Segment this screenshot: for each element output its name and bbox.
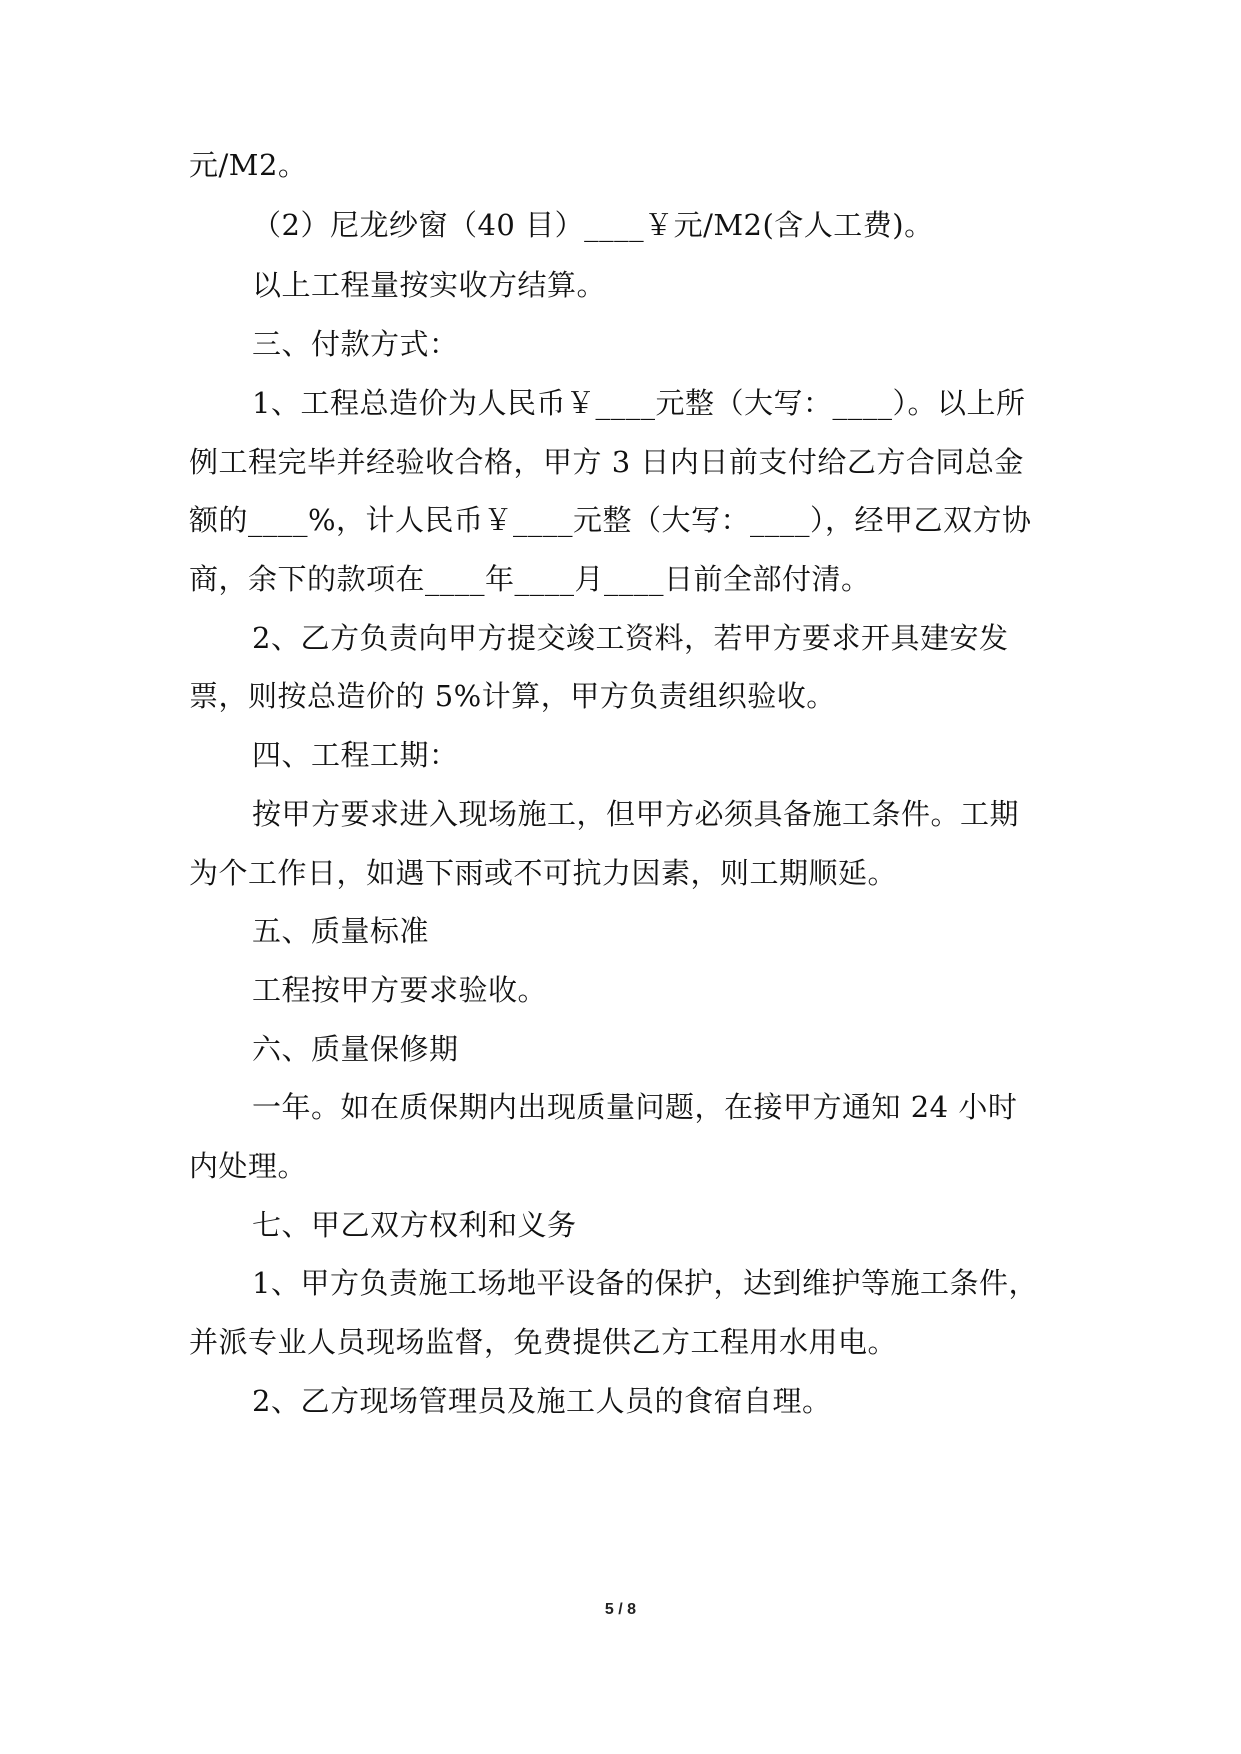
text-line: 例工程完毕并经验收合格，甲方 3 日内日前支付给乙方合同总金 <box>189 445 1024 479</box>
text-line: 商，余下的款项在____年____月____日前全部付清。 <box>189 562 871 596</box>
text-line: 内处理。 <box>189 1149 308 1183</box>
page-number: 5 / 8 <box>604 1601 637 1618</box>
text-line: 按甲方要求进入现场施工，但甲方必须具备施工条件。工期 <box>252 797 1020 831</box>
text-line: 元/M2。 <box>189 148 308 182</box>
text-line: 以上工程量按实收方结算。 <box>252 268 607 302</box>
section-heading-schedule: 四、工程工期： <box>252 738 459 772</box>
text-line: 为个工作日，如遇下雨或不可抗力因素，则工期顺延。 <box>189 856 898 890</box>
text-line: 额的____%，计人民币￥____元整（大写：____），经甲乙双方协 <box>189 503 1032 537</box>
text-line: 工程按甲方要求验收。 <box>252 973 548 1007</box>
text-line: 票，则按总造价的 5%计算，甲方负责组织验收。 <box>189 679 836 713</box>
text-line: 1、工程总造价为人民币￥____元整（大写：____）。以上所 <box>252 386 1026 420</box>
text-line: （2）尼龙纱窗（40 目）____￥元/M2(含人工费)。 <box>252 208 934 242</box>
text-line: 2、乙方现场管理员及施工人员的食宿自理。 <box>252 1384 832 1418</box>
section-heading-payment: 三、付款方式： <box>252 327 459 361</box>
section-heading-quality: 五、质量标准 <box>252 914 430 948</box>
text-line: 2、乙方负责向甲方提交竣工资料，若甲方要求开具建安发 <box>252 621 1009 655</box>
text-line: 一年。如在质保期内出现质量问题，在接甲方通知 24 小时 <box>252 1090 1018 1124</box>
section-heading-warranty: 六、质量保修期 <box>252 1032 459 1066</box>
section-heading-rights: 七、甲乙双方权利和义务 <box>252 1208 577 1242</box>
text-line: 1、甲方负责施工场地平设备的保护，达到维护等施工条件， <box>252 1266 1038 1300</box>
text-line: 并派专业人员现场监督，免费提供乙方工程用水用电。 <box>189 1325 898 1359</box>
